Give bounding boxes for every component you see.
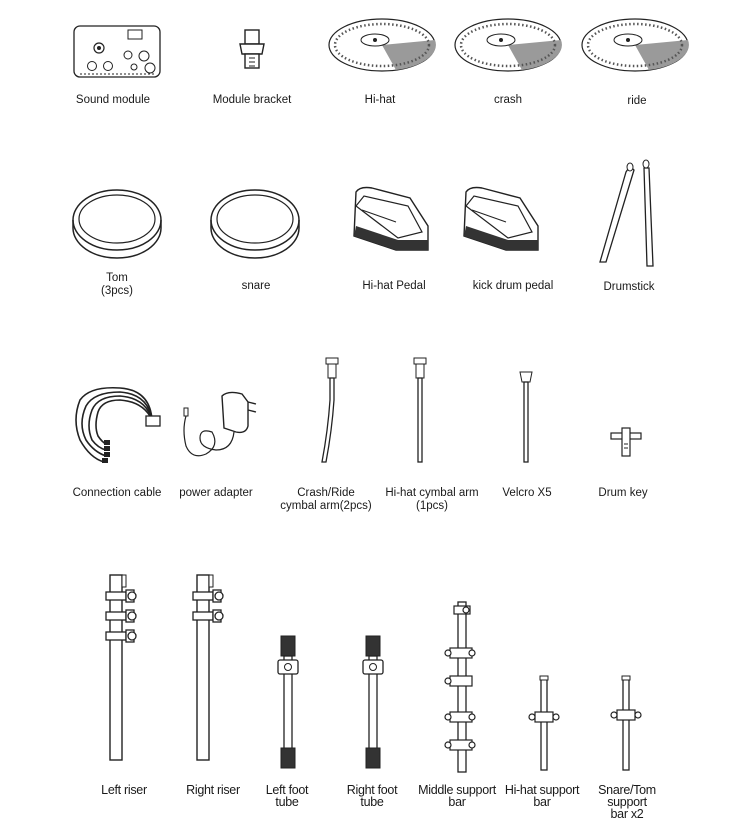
crash-arm-label-line1: Crash/Ride [297, 487, 355, 499]
left-riser-label: Left riser [101, 783, 147, 797]
hihat-support-label-line1: Hi-hat support [504, 783, 580, 797]
left-foot-label-line2: tube [275, 795, 299, 809]
velcro-label: Velcro X5 [502, 487, 552, 499]
snare-label: snare [241, 280, 271, 292]
snare-tom-label [598, 784, 656, 820]
kick-pedal-label: kick drum pedal [472, 280, 554, 292]
hihat-label: Hi-hat [364, 94, 396, 106]
module-bracket-label: Module bracket [212, 94, 292, 106]
snare-tom-label-line3: bar x2 [610, 807, 644, 821]
right-riser-label: Right riser [186, 783, 240, 797]
left-foot-label-line1: Left foot [265, 783, 309, 797]
snare-tom-label-line2: support [607, 795, 647, 809]
drumstick-label: Drumstick [603, 281, 655, 293]
tom-label-line1: Tom [106, 272, 128, 284]
hihat-arm-label-line2: (1pcs) [416, 500, 448, 512]
right-foot-label-line1: Right foot [346, 783, 398, 797]
snare-tom-label-line1: Snare/Tom [598, 783, 656, 797]
middle-support-label-line2: bar [448, 795, 466, 809]
sound-module-label: Sound module [75, 94, 151, 106]
power-adapter-label: power adapter [179, 487, 253, 499]
crash-arm-label-line2: cymbal arm(2pcs) [280, 500, 372, 512]
hihat-pedal-label: Hi-hat Pedal [362, 280, 426, 292]
connection-cable-label: Connection cable [72, 487, 162, 499]
ride-label: ride [627, 95, 647, 107]
hihat-support-label-line2: bar [533, 795, 551, 809]
middle-support-label-line1: Middle support [418, 783, 496, 797]
hihat-arm-label-line1: Hi-hat cymbal arm [385, 487, 479, 499]
tom-label-line2: (3pcs) [101, 285, 133, 297]
crash-label: crash [493, 94, 523, 106]
right-foot-label-line2: tube [360, 795, 384, 809]
drum-key-label: Drum key [598, 487, 648, 499]
